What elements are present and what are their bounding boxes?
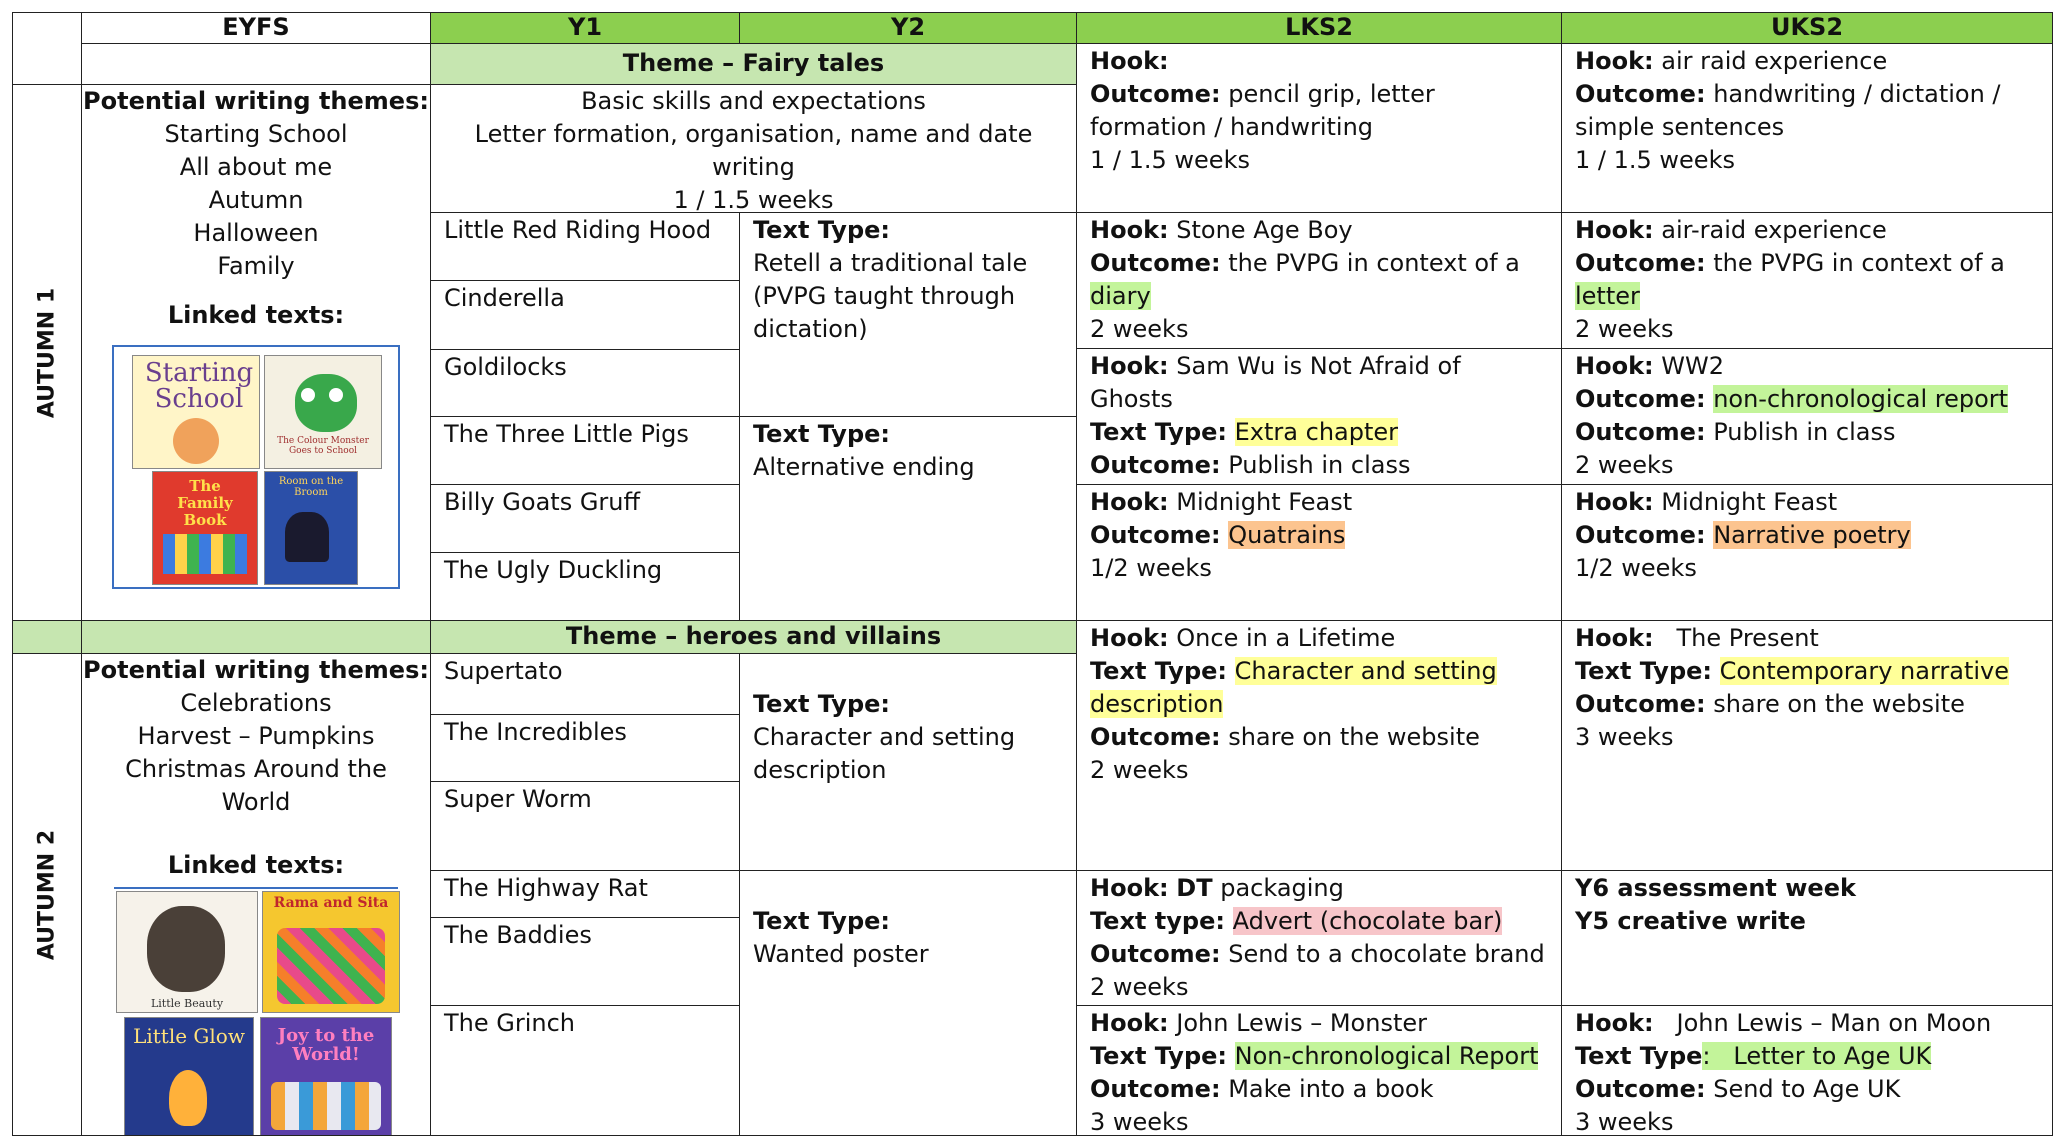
y1-text-cell: The Three Little Pigs [430,416,740,485]
text-type-label: Text type: [1090,907,1225,935]
book-cover-little-glow [124,1017,254,1136]
book-title: The Family Book [177,477,233,529]
outcome-value: Publish in class [1713,418,1896,446]
outcome-label: Outcome: [1575,1075,1706,1103]
text-type-label: Text Type: [753,420,890,448]
weeks-value: 2 weeks [1090,756,1189,784]
outcome-label: Outcome: [1575,249,1706,277]
text-type-value: Advert (chocolate bar) [1232,907,1503,935]
weeks-value: 1 / 1.5 weeks [1575,146,1735,174]
hook-value: The Present [1676,624,1819,652]
autumn2-lks2-block-3 [1076,1005,1562,1136]
hook-value: John Lewis – Man on Moon [1676,1009,1992,1037]
book-title: Starting School [144,358,254,414]
text-type-value: Character and setting description [753,723,1016,784]
book-cover-starting-school [132,355,260,469]
autumn2-uks2-block-3: Hook: John Lewis – Man on Moon Text Type: Letter to Age UK Outcome: Send to Age UK 3 weeks [1561,1005,2053,1136]
text-type-label: Text Type: [1090,418,1227,446]
y1-text-cell: The Baddies [430,917,740,1006]
hook-label: Hook: [1090,352,1169,380]
book-cover-joy-to-the-world [260,1017,392,1136]
creative-write-note: Y5 creative write [1575,907,1806,935]
book-title: Room on the Broom [278,476,344,498]
basic-skills-weeks: 1 / 1.5 weeks [673,186,834,213]
outcome-label: Outcome: [1090,940,1221,968]
outcome-value: share on the website [1713,690,1965,718]
outcome-value: Send to a chocolate brand [1228,940,1545,968]
book-title: Joy to the World! [277,1025,375,1065]
y1-text-cell: The Highway Rat [430,870,740,918]
outcome-label: Outcome: [1575,385,1706,413]
autumn1-theme-item: Autumn [208,186,304,214]
book-title: Little Glow [133,1024,245,1048]
autumn2-separator-left [12,620,82,654]
hook-value: packaging [1220,874,1344,902]
y1-text-cell: Goldilocks [430,349,740,417]
header-uks2: UKS2 [1561,12,2053,44]
text-type-value: Contemporary narrative [1719,657,2010,685]
autumn1-uks2-block-3 [1561,348,2053,485]
outcome-value: Publish in class [1228,451,1411,479]
text-type-label: Text Type: [753,216,890,244]
outcome-value: Send to Age UK [1713,1075,1901,1103]
outcome-label: Outcome: [1090,451,1221,479]
autumn1-linked-title: Linked texts: [167,301,345,329]
autumn2-linked-title: Linked texts: [167,851,345,879]
text-type-label: Text Type: [1090,1042,1227,1070]
text-type-value: Wanted poster [753,940,929,968]
autumn2-uks2-block-2 [1561,870,2053,1006]
hook-value: air raid experience [1661,47,1888,75]
autumn2-label-text: AUTUMN 2 [34,829,60,960]
corner-cell [12,12,82,85]
autumn2-uks2-block-1 [1561,620,2053,871]
book-title: Little Beauty [150,997,224,1010]
outcome-label: Outcome: [1575,418,1706,446]
weeks-value: 2 weeks [1575,315,1674,343]
autumn2-theme-item: World [221,788,291,816]
outcome-label: Outcome: [1575,690,1706,718]
outcome-label: Outcome: [1090,521,1221,549]
autumn1-lks2-block-2 [1076,212,1562,349]
text-type-value: Character and setting description [1090,657,1497,718]
hook-label: Hook: [1090,47,1169,75]
header-y1: Y1 [430,12,740,44]
hook-value: WW2 [1661,352,1724,380]
book-cover-family-book [152,471,258,585]
hook-label: Hook: [1575,216,1654,244]
outcome-value: the PVPG in context of a [1713,249,2005,277]
outcome-label: Outcome: [1575,521,1706,549]
assessment-note: Y6 assessment week [1575,874,1856,902]
outcome-value: Make into a book [1228,1075,1434,1103]
hook-label: Hook: [1575,624,1654,652]
hook-value: Stone Age Boy [1176,216,1353,244]
text-type-label: Text Type: [1090,657,1227,685]
autumn2-lks2-block-1 [1076,620,1562,871]
book-title: The Colour Monster Goes to School [277,436,369,456]
autumn2-separator-eyfs [81,620,431,654]
theme-fairy-tales: Theme – Fairy tales [430,43,1077,85]
y1-text-cell: The Grinch [430,1005,740,1136]
outcome-label: Outcome: [1090,1075,1221,1103]
hook-bold-value: DT [1176,874,1213,902]
autumn1-basic-skills [430,84,1077,213]
autumn2-lks2-block-2 [1076,870,1562,1006]
eyfs-subheader-blank [81,43,431,85]
autumn1-label [12,84,82,621]
hook-label: Hook: [1575,1009,1654,1037]
hook-label: Hook: [1090,624,1169,652]
book-title: Rama and Sita [273,895,389,911]
autumn1-uks2-block-2 [1561,212,2053,349]
y1-text-cell: Little Red Riding Hood [430,212,740,281]
autumn1-uks2-block-1 [1561,43,2053,213]
y1-text-cell: Cinderella [430,280,740,350]
weeks-value: 2 weeks [1090,973,1189,1001]
outcome-value: share on the website [1228,723,1480,751]
header-y2: Y2 [739,12,1077,44]
text-type-label: Text Type: [753,907,890,935]
outcome-highlight: Narrative poetry [1713,521,1911,549]
hook-value: Midnight Feast [1176,488,1353,516]
y1-text-cell: Billy Goats Gruff [430,484,740,553]
y1-text-cell: Supertato [430,653,740,715]
outcome-value: handwriting / dictation / simple sentences [1575,80,2001,141]
outcome-highlight: diary [1090,282,1151,310]
y1-text-cell: The Incredibles [430,714,740,782]
outcome-highlight: non-chronological report [1713,385,2009,413]
header-eyfs: EYFS [81,12,431,44]
weeks-value: 1/2 weeks [1575,554,1697,582]
hook-label: Hook: [1090,1009,1169,1037]
weeks-value: 3 weeks [1575,1108,1674,1136]
outcome-highlight: Quatrains [1228,521,1346,549]
weeks-value: 2 weeks [1575,451,1674,479]
autumn1-themes-title: Potential writing themes: [83,87,429,115]
outcome-label: Outcome: [1090,80,1221,108]
text-type-value: Letter to Age UK [1733,1042,1932,1070]
theme-heroes-villains: Theme – heroes and villains [430,620,1077,654]
autumn1-lks2-block-1 [1076,43,1562,213]
y1-text-cell: Super Worm [430,781,740,871]
text-type-value: Extra chapter [1234,418,1399,446]
autumn1-theme-item: Halloween [193,219,319,247]
hook-label: Hook: [1575,488,1654,516]
autumn1-theme-item: Family [217,252,295,280]
autumn1-theme-item: Starting School [164,120,348,148]
text-type-label: Text Type: [753,690,890,718]
book-cover-room-on-the-broom [264,471,358,585]
autumn2-theme-item: Celebrations [180,689,332,717]
autumn1-lks2-block-4 [1076,484,1562,621]
text-type-value: Retell a traditional tale (PVPG taught through dictation) [753,249,1028,343]
header-lks2: LKS2 [1076,12,1562,44]
book-cover-rama-sita [262,891,400,1013]
outcome-label: Outcome: [1090,249,1221,277]
outcome-highlight: letter [1575,282,1640,310]
hook-label: Hook: [1090,488,1169,516]
hook-value: John Lewis – Monster [1176,1009,1427,1037]
basic-skills-title: Basic skills and expectations [581,87,926,115]
hook-label: Hook: [1575,352,1654,380]
hook-label: Hook: [1090,216,1169,244]
autumn1-theme-item: All about me [179,153,333,181]
autumn1-y2-texttype-2 [739,416,1077,621]
book-cover-little-beauty [116,891,258,1013]
autumn2-y2-texttype-1 [739,653,1077,871]
basic-skills-desc: Letter formation, organisation, name and date writing [474,120,1033,181]
autumn1-uks2-block-4 [1561,484,2053,621]
hook-value: Sam Wu is Not Afraid of Ghosts [1090,352,1461,413]
autumn1-lks2-block-3 [1076,348,1562,485]
autumn2-label [12,653,82,1136]
outcome-value: pencil grip, letter formation / handwriting [1090,80,1435,141]
autumn1-book-covers [112,345,400,589]
autumn2-y2-texttype-2 [739,870,1077,1136]
outcome-value: the PVPG in context of a [1228,249,1520,277]
autumn1-y2-texttype-1 [739,212,1077,417]
weeks-value: 3 weeks [1090,1108,1189,1136]
autumn2-theme-item: Harvest – Pumpkins [137,722,375,750]
weeks-value: 2 weeks [1090,315,1189,343]
text-type-value: Non-chronological Report [1234,1042,1539,1070]
autumn1-label-text: AUTUMN 1 [34,287,60,418]
book-cover-colour-monster [264,355,382,469]
weeks-value: 1 / 1.5 weeks [1090,146,1250,174]
outcome-label: Outcome: [1575,80,1706,108]
text-type-value: Alternative ending [753,453,975,481]
weeks-value: 3 weeks [1575,723,1674,751]
outcome-label: Outcome: [1090,723,1221,751]
text-type-label: Text Type: [1575,657,1712,685]
hook-value: air-raid experience [1661,216,1887,244]
autumn1-eyfs-cell [81,84,431,621]
autumn2-themes-title: Potential writing themes: [83,656,429,684]
y1-text-cell: The Ugly Duckling [430,552,740,621]
hook-value: Midnight Feast [1661,488,1838,516]
hook-label: Hook: [1090,874,1169,902]
autumn2-book-covers [114,887,398,1136]
hook-label: Hook: [1575,47,1654,75]
weeks-value: 1/2 weeks [1090,554,1212,582]
hook-value: Once in a Lifetime [1176,624,1396,652]
autumn2-eyfs-cell [81,653,431,1136]
text-type-label: Text Type [1575,1042,1703,1070]
autumn2-theme-item: Christmas Around the [125,755,387,783]
